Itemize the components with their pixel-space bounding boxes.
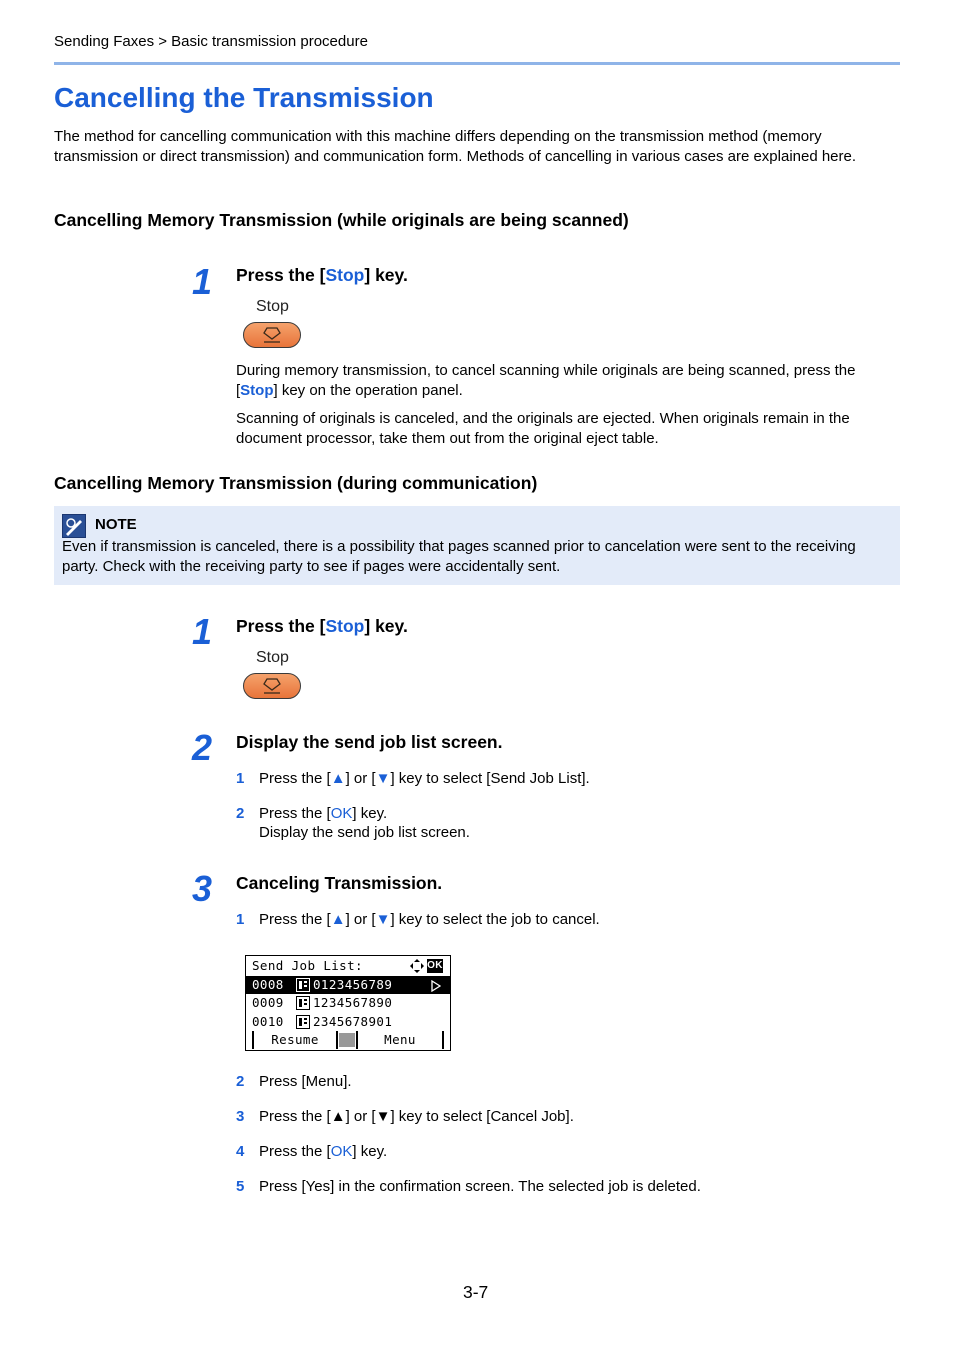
substep: 2 Press [Menu]. — [236, 1073, 352, 1090]
stop-key-ref: Stop — [325, 616, 365, 636]
up-arrow-icon: ▲ — [330, 1108, 346, 1125]
page-number: 3-7 — [463, 1282, 489, 1302]
down-arrow-icon: ▼ — [375, 911, 391, 928]
send-job-list-screen — [245, 955, 451, 1051]
stop-key-ref: Stop — [240, 381, 274, 399]
note-icon — [62, 514, 86, 538]
menu-softkey[interactable]: Menu — [356, 1031, 444, 1049]
scanning-cancel-paragraph: During memory transmission, to cancel scanning while originals are being scanned, press the [Stop] key on the operation panel. — [236, 362, 856, 399]
ok-key-ref: OK — [330, 1143, 353, 1160]
step-title: Press the [Stop] key. — [236, 616, 408, 636]
softkey-divider — [339, 1033, 355, 1047]
section-heading-communication: Cancelling Memory Transmission (during communication) — [54, 473, 538, 493]
page-title: Cancelling the Transmission — [54, 82, 434, 113]
stop-key-label: Stop — [256, 649, 289, 666]
substep: 2 Press the [OK] key. Display the send job list screen. — [236, 805, 470, 841]
stop-key-label: Stop — [256, 298, 289, 315]
down-arrow-icon: ▼ — [375, 1108, 391, 1125]
step-number: 1 — [192, 611, 213, 652]
header-rule — [54, 62, 900, 65]
resume-softkey[interactable]: Resume — [252, 1031, 338, 1049]
lcd-job-row[interactable]: 0009 1234567890 — [246, 994, 450, 1012]
intro-paragraph: The method for cancelling communication with this machine differs depending on the transmission method (memory transmission or direct transmission) and communication form. Methods of cancelling in various cases are explained here. — [54, 128, 857, 165]
up-arrow-icon: ▲ — [330, 770, 346, 787]
substep: 3 Press the [▲] or [▼] key to select [Cancel Job]. — [236, 1108, 574, 1125]
down-arrow-icon: ▼ — [375, 770, 391, 787]
lcd-header: Send Job List: OK — [246, 957, 450, 975]
step-number: 3 — [192, 868, 213, 909]
ok-key-ref: OK — [330, 805, 353, 822]
stop-key-icon — [243, 673, 301, 699]
ok-icon: OK — [427, 960, 443, 971]
stop-key-icon — [243, 322, 301, 348]
note-label: NOTE — [95, 516, 137, 533]
substep: 1 Press the [▲] or [▼] key to select [Send Job List]. — [236, 770, 590, 787]
substep: 4 Press the [OK] key. — [236, 1143, 388, 1160]
step-title: Canceling Transmission. — [236, 873, 443, 893]
breadcrumb: Sending Faxes > Basic transmission procedure — [54, 33, 368, 50]
lcd-job-row[interactable]: 0008 0123456789 — [246, 976, 450, 994]
originals-ejected-paragraph: Scanning of originals is canceled, and the originals are ejected. When originals remain in the document processor, take them out from the original eject table. — [236, 410, 850, 447]
up-arrow-icon: ▲ — [330, 911, 346, 928]
note-text: Even if transmission is canceled, there is a possibility that pages scanned prior to cancelation were sent to the receiving party. Check with the receiving party to see if pages were accidentally sent. — [62, 538, 856, 575]
step-title: Press the [Stop] key. — [236, 265, 408, 285]
lcd-softkey-row — [246, 1031, 450, 1049]
substep: 5 Press [Yes] in the confirmation screen. The selected job is deleted. — [236, 1178, 701, 1195]
step-number: 1 — [192, 261, 213, 302]
section-heading-scanning: Cancelling Memory Transmission (while originals are being scanned) — [54, 210, 629, 230]
lcd-job-row[interactable]: 0010 2345678901 — [246, 1013, 450, 1031]
step-title: Display the send job list screen. — [236, 732, 503, 752]
substep: 1 Press the [▲] or [▼] key to select the job to cancel. — [236, 911, 600, 928]
stop-key-ref: Stop — [325, 265, 365, 285]
step-number: 2 — [192, 727, 213, 768]
